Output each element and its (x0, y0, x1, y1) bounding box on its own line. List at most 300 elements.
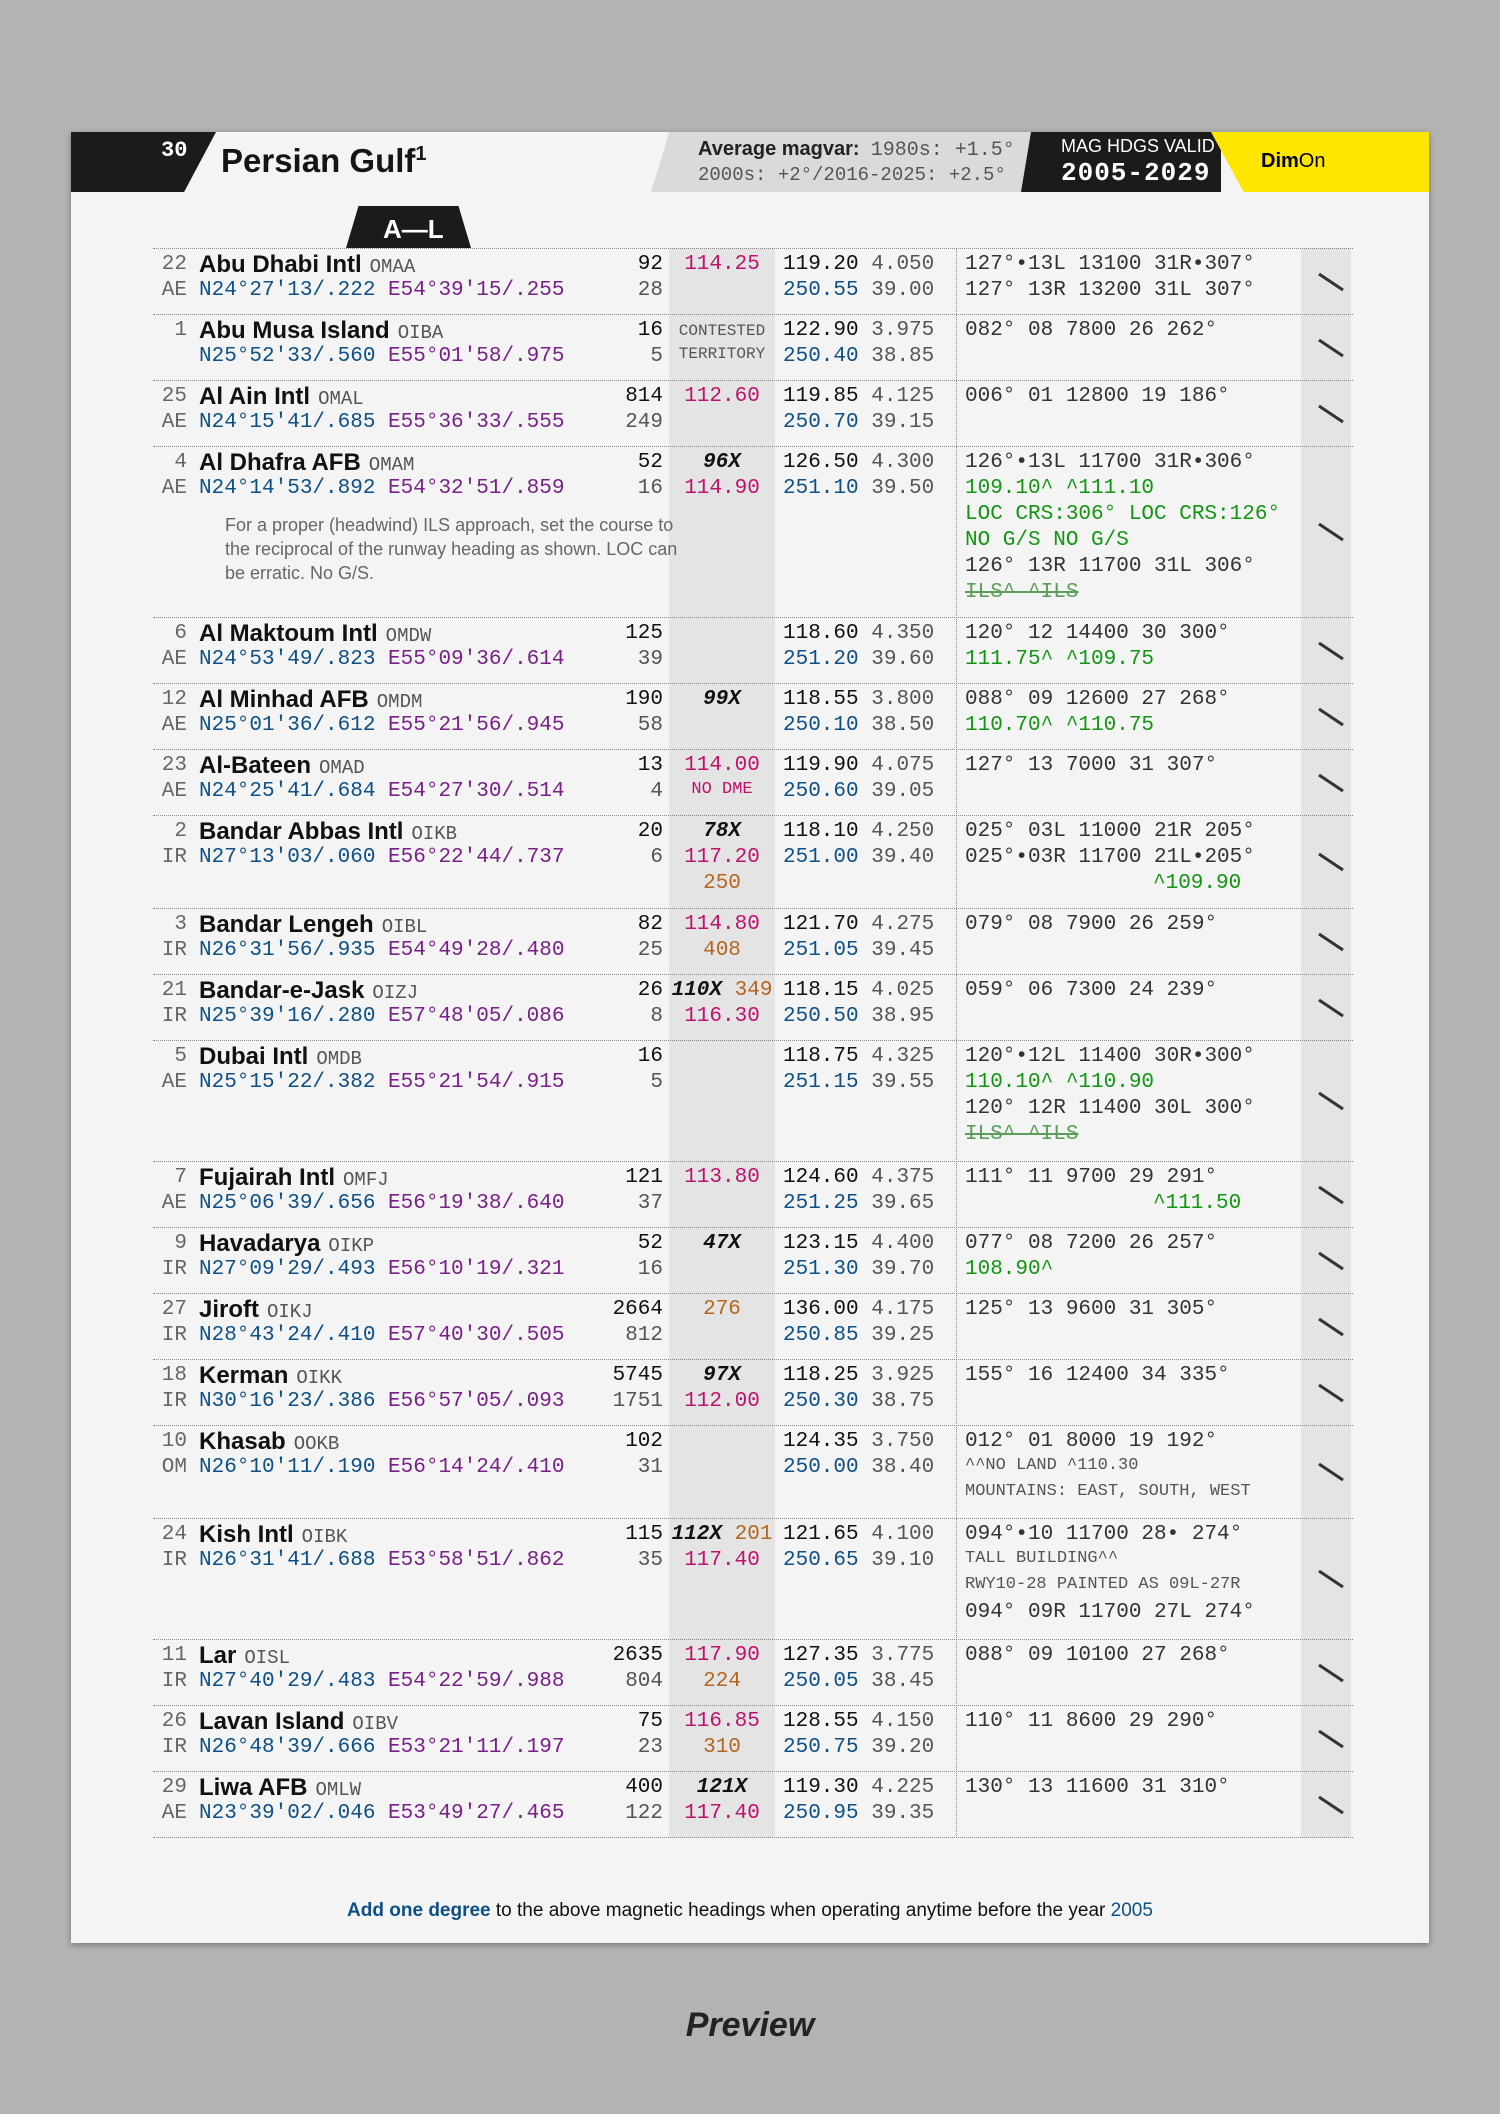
elevation-m: 31 (637, 1456, 663, 1479)
vhf-value: 121.65 (783, 1523, 859, 1546)
runway-info-line: 094°•10 11700 28• 274° (965, 1523, 1243, 1546)
airport-name (199, 977, 418, 1005)
navaid-1-value: 113.80 (684, 1166, 760, 1189)
elevation-m: 1751 (612, 1390, 663, 1413)
country-code: AE (161, 411, 187, 434)
country-code: AE (161, 1802, 187, 1825)
longitude: E53°21'11/.197 (388, 1736, 565, 1759)
navaid-3: 250 (703, 872, 741, 895)
table-row[interactable] (153, 909, 1353, 975)
runway-diagram-icon (1311, 512, 1351, 552)
dimon-rest: On (1298, 150, 1326, 172)
vhf-dme: 4.375 (871, 1166, 935, 1189)
runway-info-line: 082° 08 7800 26 262° (965, 319, 1218, 342)
longitude: E54°49'28/.480 (388, 939, 565, 962)
ndb-frequency: 201 (734, 1523, 773, 1546)
navaid-2: 117.40 (684, 1549, 760, 1572)
longitude: E54°27'30/.514 (388, 780, 565, 803)
vhf-value: 128.55 (783, 1710, 859, 1733)
elevation-ft: 75 (637, 1710, 663, 1733)
airport-number: 7 (174, 1166, 187, 1189)
vhf-dme: 3.800 (871, 688, 935, 711)
navaid-2: TERRITORY (678, 345, 766, 363)
vhf-dme: 4.075 (871, 754, 935, 777)
vhf-frequency (783, 913, 934, 936)
uhf-frequency (783, 1324, 934, 1347)
runway-diagram-icon (1311, 1373, 1351, 1413)
navaid-1 (669, 1364, 775, 1387)
country-code: IR (161, 1670, 187, 1693)
runway-info-line: 111.75^ ^109.75 (965, 648, 1155, 671)
uhf-value: 250.85 (783, 1324, 859, 1347)
vhf-frequency (783, 1776, 934, 1799)
vhf-dme: 4.400 (871, 1232, 935, 1255)
latitude: N28°43'24/.410 (199, 1324, 376, 1347)
latitude: N30°16'23/.386 (199, 1390, 376, 1413)
airport-name-text: Abu Dhabi Intl (199, 251, 362, 278)
vhf-frequency (783, 1523, 934, 1546)
navaid-2: 224 (703, 1670, 741, 1693)
title-footnote: 1 (415, 143, 427, 165)
elevation-ft: 92 (637, 253, 663, 276)
vhf-dme: 4.025 (871, 979, 935, 1002)
uhf-value: 251.25 (783, 1192, 859, 1215)
navaid-1 (669, 1644, 775, 1667)
longitude: E56°22'44/.737 (388, 846, 565, 869)
vhf-value: 121.70 (783, 913, 859, 936)
uhf-value: 251.20 (783, 648, 859, 671)
elevation-ft: 814 (625, 385, 663, 408)
navaid-1 (669, 820, 775, 843)
latitude: N27°09'29/.493 (199, 1258, 376, 1281)
title-text: Persian Gulf (221, 142, 416, 179)
uhf-value: 250.60 (783, 780, 859, 803)
vhf-frequency (783, 688, 934, 711)
navaid-1-value: 97X (703, 1364, 741, 1387)
magvar-1980s: 1980s: +1.5° (870, 139, 1015, 162)
icao-code: OIKJ (267, 1301, 313, 1323)
coordinates (199, 1549, 564, 1572)
latitude: N24°15'41/.685 (199, 411, 376, 434)
runway-info-line: ILS^ ^ILS (965, 581, 1079, 604)
airport-number: 29 (161, 1776, 187, 1799)
uhf-frequency (783, 714, 934, 737)
airport-name-text: Al Dhafra AFB (199, 449, 361, 476)
runway-diagram-icon (1311, 262, 1351, 302)
runway-info-line: ILS^ ^ILS (965, 1123, 1079, 1146)
vhf-frequency (783, 1644, 934, 1667)
vhf-dme: 4.325 (871, 1045, 935, 1068)
runway-info-line: 025° 03L 11000 21R 205° (965, 820, 1255, 843)
navaid-2: 117.40 (684, 1802, 760, 1825)
longitude: E56°19'38/.640 (388, 1192, 565, 1215)
coordinates (199, 1258, 564, 1281)
coordinates (199, 939, 564, 962)
table-row[interactable] (153, 750, 1353, 816)
footer-lead: Add one degree (347, 1900, 491, 1921)
coordinates (199, 1005, 564, 1028)
icao-code: OISL (244, 1647, 290, 1669)
uhf-dme: 39.15 (871, 411, 935, 434)
elevation-ft: 2635 (612, 1644, 663, 1667)
elevation-ft: 20 (637, 820, 663, 843)
icao-code: OMDB (316, 1048, 362, 1070)
latitude: N26°48'39/.666 (199, 1736, 376, 1759)
table-row[interactable] (153, 447, 1353, 618)
elevation-m: 35 (637, 1549, 663, 1572)
vhf-frequency (783, 1166, 934, 1189)
longitude: E53°49'27/.465 (388, 1802, 565, 1825)
elevation-ft: 125 (625, 622, 663, 645)
vhf-value: 118.75 (783, 1045, 859, 1068)
uhf-dme: 39.35 (871, 1802, 935, 1825)
vhf-dme: 4.100 (871, 1523, 935, 1546)
table-row[interactable] (153, 684, 1353, 750)
vhf-dme: 4.175 (871, 1298, 935, 1321)
table-row[interactable] (153, 1426, 1353, 1519)
vhf-value: 136.00 (783, 1298, 859, 1321)
uhf-dme: 39.65 (871, 1192, 935, 1215)
uhf-frequency (783, 1005, 934, 1028)
uhf-dme: 39.50 (871, 477, 935, 500)
country-code: IR (161, 1005, 187, 1028)
runway-info-line: 155° 16 12400 34 335° (965, 1364, 1230, 1387)
latitude: N23°39'02/.046 (199, 1802, 376, 1825)
airport-name (199, 1708, 398, 1736)
coordinates (199, 1736, 564, 1759)
airport-number: 26 (161, 1710, 187, 1733)
coordinates (199, 477, 564, 500)
magvar-2000s: 2000s: +2°/2016-2025: +2.5° (698, 164, 1006, 186)
vhf-value: 118.25 (783, 1364, 859, 1387)
airport-name-text: Kish Intl (199, 1521, 294, 1548)
uhf-frequency (783, 1670, 934, 1693)
page-title (221, 142, 427, 180)
footer-note (71, 1900, 1429, 1922)
longitude: E55°01'58/.975 (388, 345, 565, 368)
uhf-value: 250.30 (783, 1390, 859, 1413)
navaid-1 (669, 1776, 775, 1799)
airport-name (199, 818, 457, 846)
navaid-1-value: CONTESTED (678, 322, 766, 340)
elevation-m: 8 (650, 1005, 663, 1028)
airport-name (199, 317, 443, 345)
uhf-dme: 38.45 (871, 1670, 935, 1693)
runway-info-line: LOC CRS:306° LOC CRS:126° (965, 503, 1281, 526)
uhf-frequency (783, 411, 934, 434)
airport-name-text: Dubai Intl (199, 1043, 309, 1070)
chart-page (71, 132, 1429, 1943)
elevation-ft: 26 (637, 979, 663, 1002)
navaid-2: 310 (703, 1736, 741, 1759)
runway-info-line: 006° 01 12800 19 186° (965, 385, 1230, 408)
airport-number: 21 (161, 979, 187, 1002)
uhf-frequency (783, 345, 934, 368)
runway-diagram-icon (1311, 988, 1351, 1028)
airport-name (199, 1296, 313, 1324)
longitude: E56°14'24/.410 (388, 1456, 565, 1479)
longitude: E55°09'36/.614 (388, 648, 565, 671)
uhf-dme: 39.05 (871, 780, 935, 803)
page-number: 30 (161, 138, 188, 163)
airport-number: 6 (174, 622, 187, 645)
elevation-m: 812 (625, 1324, 663, 1347)
uhf-dme: 38.85 (871, 345, 935, 368)
uhf-frequency (783, 846, 934, 869)
airport-name-text: Khasab (199, 1428, 286, 1455)
vhf-frequency (783, 385, 934, 408)
latitude: N24°25'41/.684 (199, 780, 376, 803)
runway-diagram-icon (1311, 631, 1351, 671)
uhf-frequency (783, 939, 934, 962)
uhf-value: 250.10 (783, 714, 859, 737)
airport-name (199, 911, 427, 939)
coordinates (199, 411, 564, 434)
uhf-frequency (783, 1736, 934, 1759)
table-row[interactable] (153, 975, 1353, 1041)
airport-number: 10 (161, 1430, 187, 1453)
airport-name-text: Al Ain Intl (199, 383, 311, 410)
airport-name (199, 1362, 342, 1390)
latitude: N25°39'16/.280 (199, 1005, 376, 1028)
table-row[interactable] (153, 618, 1353, 684)
table-row[interactable] (153, 1519, 1353, 1640)
runway-diagram-icon (1311, 1241, 1351, 1281)
dimon-logo (1261, 150, 1325, 173)
runway-diagram-icon (1311, 1785, 1351, 1825)
footer-year: 2005 (1110, 1900, 1153, 1921)
airport-name-text: Liwa AFB (199, 1774, 308, 1801)
airport-number: 25 (161, 385, 187, 408)
runway-info-line: 079° 08 7900 26 259° (965, 913, 1218, 936)
navaid-1-value: 114.25 (684, 253, 760, 276)
navaid-2: NO DME (691, 780, 753, 799)
country-code: AE (161, 648, 187, 671)
elevation-ft: 52 (637, 1232, 663, 1255)
coordinates (199, 1802, 564, 1825)
coordinates (199, 648, 564, 671)
longitude: E57°48'05/.086 (388, 1005, 565, 1028)
vhf-value: 122.90 (783, 319, 859, 342)
elevation-m: 28 (637, 279, 663, 302)
runway-info-line: 088° 09 10100 27 268° (965, 1644, 1230, 1667)
uhf-frequency (783, 780, 934, 803)
uhf-dme: 38.95 (871, 1005, 935, 1028)
navaid-1 (669, 1166, 775, 1189)
table-row[interactable] (153, 1294, 1353, 1360)
runway-info-line: 077° 08 7200 26 257° (965, 1232, 1218, 1255)
airport-number: 4 (174, 451, 187, 474)
runway-diagram-icon (1311, 922, 1351, 962)
uhf-frequency (783, 1192, 934, 1215)
elevation-ft: 400 (625, 1776, 663, 1799)
navaid-1-value: 114.80 (684, 913, 760, 936)
uhf-dme: 39.70 (871, 1258, 935, 1281)
navaid-1-value: 96X (703, 451, 741, 474)
country-code: IR (161, 1549, 187, 1572)
table-row[interactable] (153, 381, 1353, 447)
runway-info-line: 059° 06 7300 24 239° (965, 979, 1218, 1002)
runway-info-line: 012° 01 8000 19 192° (965, 1430, 1218, 1453)
runway-info-line: 120°•12L 11400 30R•300° (965, 1045, 1255, 1068)
navaid-1-value: 110X (671, 979, 722, 1002)
airport-name-text: Lavan Island (199, 1708, 345, 1735)
country-code: IR (161, 939, 187, 962)
magvar-line-1 (698, 138, 1015, 162)
table-row[interactable] (153, 1162, 1353, 1228)
vhf-value: 124.35 (783, 1430, 859, 1453)
elevation-m: 16 (637, 477, 663, 500)
country-code: OM (161, 1456, 187, 1479)
runway-info-line: 108.90^ (965, 1258, 1054, 1281)
country-code: AE (161, 1192, 187, 1215)
elevation-m: 25 (637, 939, 663, 962)
vhf-dme: 4.250 (871, 820, 935, 843)
preview-label: Preview (685, 2006, 815, 2044)
uhf-dme: 38.40 (871, 1456, 935, 1479)
table-row[interactable] (153, 1360, 1353, 1426)
uhf-frequency (783, 1390, 934, 1413)
table-row[interactable] (153, 816, 1353, 909)
uhf-value: 250.05 (783, 1670, 859, 1693)
vhf-dme: 4.275 (871, 913, 935, 936)
airport-number: 23 (161, 754, 187, 777)
icao-code: OMDW (385, 625, 432, 647)
runway-info-line: ^109.90 (1153, 872, 1242, 895)
runway-diagram-icon (1311, 1719, 1351, 1759)
uhf-value: 251.30 (783, 1258, 859, 1281)
valid-label: MAG HDGS VALID (1061, 136, 1215, 156)
runway-info-line: RWY10-28 PAINTED AS 09L-27R (965, 1575, 1241, 1594)
navaid-1 (669, 253, 775, 276)
navaid-1-value: 116.85 (684, 1710, 760, 1733)
vhf-frequency (783, 1232, 934, 1255)
airport-name-text: Havadarya (199, 1230, 321, 1257)
country-code: AE (161, 714, 187, 737)
elevation-ft: 102 (625, 1430, 663, 1453)
uhf-dme: 39.60 (871, 648, 935, 671)
elevation-m: 6 (650, 846, 663, 869)
navaid-1 (669, 451, 775, 474)
navaid-1 (669, 754, 775, 777)
navaid-1 (669, 913, 775, 936)
vhf-frequency (783, 1430, 934, 1453)
runway-info-line: 125° 13 9600 31 305° (965, 1298, 1218, 1321)
vhf-value: 126.50 (783, 451, 859, 474)
elevation-m: 16 (637, 1258, 663, 1281)
vhf-frequency (783, 1045, 934, 1068)
uhf-frequency (783, 477, 934, 500)
country-code: IR (161, 1736, 187, 1759)
airport-number: 27 (161, 1298, 187, 1321)
valid-years: 2005-2029 (1061, 158, 1211, 188)
table-row[interactable] (153, 1640, 1353, 1706)
runway-info-line: 110.70^ ^110.75 (965, 714, 1155, 737)
latitude: N27°13'03/.060 (199, 846, 376, 869)
longitude: E56°10'19/.321 (388, 1258, 565, 1281)
vhf-dme: 3.775 (871, 1644, 935, 1667)
icao-code: OIKB (411, 823, 458, 845)
elevation-m: 37 (637, 1192, 663, 1215)
runway-info-line: 120° 12 14400 30 300° (965, 622, 1230, 645)
uhf-value: 250.50 (783, 1005, 859, 1028)
icao-code: OMAM (368, 454, 415, 476)
country-code: IR (161, 1324, 187, 1347)
longitude: E54°32'51/.859 (388, 477, 565, 500)
navaid-2: 408 (703, 939, 741, 962)
icao-code: OMAD (319, 757, 365, 779)
vhf-frequency (783, 1710, 934, 1733)
elevation-ft: 2664 (612, 1298, 663, 1321)
navaid-1 (669, 1232, 775, 1255)
airport-name (199, 1642, 290, 1670)
table-row[interactable] (153, 1228, 1353, 1294)
country-code: IR (161, 846, 187, 869)
country-code: IR (161, 1258, 187, 1281)
elevation-ft: 190 (625, 688, 663, 711)
airport-name-text: Lar (199, 1642, 237, 1669)
table-row[interactable] (153, 315, 1353, 381)
runway-info-line: 110° 11 8600 29 290° (965, 1710, 1218, 1733)
table-row[interactable] (153, 1041, 1353, 1162)
uhf-dme: 39.40 (871, 846, 935, 869)
latitude: N25°15'22/.382 (199, 1071, 376, 1094)
elevation-ft: 82 (637, 913, 663, 936)
navaid-1 (669, 385, 775, 408)
uhf-dme: 39.55 (871, 1071, 935, 1094)
uhf-dme: 38.50 (871, 714, 935, 737)
icao-code: OIBA (397, 322, 444, 344)
country-code: AE (161, 477, 187, 500)
coordinates (199, 1071, 564, 1094)
table-row[interactable] (153, 1772, 1353, 1838)
airport-name (199, 1230, 374, 1258)
runway-diagram-icon (1311, 1452, 1351, 1492)
runway-info-line: 025°•03R 11700 21L•205° (965, 846, 1255, 869)
footer-middle: to the above magnetic headings when operating anytime before the year (495, 1900, 1106, 1921)
airport-name (199, 383, 364, 411)
latitude: N24°14'53/.892 (199, 477, 376, 500)
vhf-frequency (783, 1298, 934, 1321)
ndb-frequency: 349 (734, 979, 773, 1002)
icao-code: OOKB (293, 1433, 340, 1455)
runway-info-line: 126° 13R 11700 31L 306° (965, 555, 1255, 578)
coordinates (199, 345, 564, 368)
elevation-ft: 13 (637, 754, 663, 777)
latitude: N26°31'41/.688 (199, 1549, 376, 1572)
airport-number: 11 (161, 1644, 187, 1667)
airport-name (199, 686, 422, 714)
airport-name-text: Bandar Lengeh (199, 911, 374, 938)
table-row[interactable] (153, 1706, 1353, 1772)
table-row[interactable] (153, 248, 1353, 315)
elevation-m: 5 (650, 345, 663, 368)
uhf-dme: 39.00 (871, 279, 935, 302)
navaid-1 (669, 979, 775, 1002)
runway-diagram-icon (1311, 697, 1351, 737)
uhf-dme: 38.75 (871, 1390, 935, 1413)
country-code: AE (161, 279, 187, 302)
coordinates (199, 1670, 564, 1693)
navaid-2: 112.00 (684, 1390, 760, 1413)
longitude: E54°39'15/.255 (388, 279, 565, 302)
coordinates (199, 1324, 564, 1347)
icao-code: OMDM (376, 691, 423, 713)
airport-number: 22 (161, 253, 187, 276)
runway-info-line: 126°•13L 11700 31R•306° (965, 451, 1255, 474)
navaid-1-value: 112X (671, 1523, 722, 1546)
elevation-ft: 52 (637, 451, 663, 474)
